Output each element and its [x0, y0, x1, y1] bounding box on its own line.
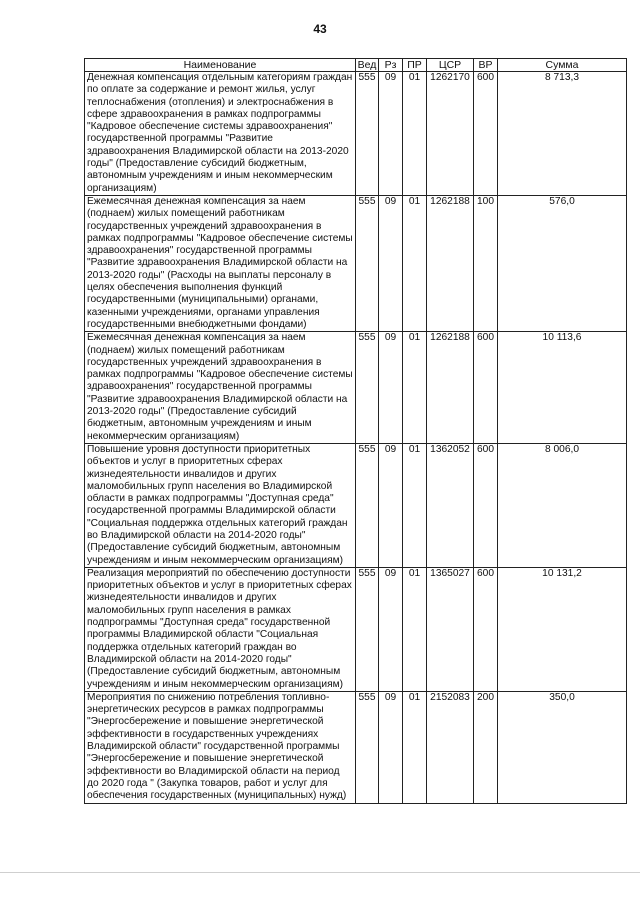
- header-sum: Сумма: [498, 59, 627, 72]
- row-ved: 555: [356, 195, 379, 331]
- row-sum: 10 131,2: [498, 567, 627, 691]
- row-csr: 1262170: [427, 72, 474, 196]
- row-rz: 09: [379, 332, 403, 444]
- row-vr: 600: [474, 72, 498, 196]
- row-rz: 09: [379, 691, 403, 803]
- row-ved: 555: [356, 72, 379, 196]
- row-sum: 10 113,6: [498, 332, 627, 444]
- row-rz: 09: [379, 195, 403, 331]
- row-name: Повышение уровня доступности приоритетных объектов и услуг в приоритетных сферах жизнедеятельности инвалидов и других маломобильных групп населения во Владимирской области в рамках подпрограммы "Доступная среда" государственной программы Владимирской области "Социальная поддержка отдельных категорий граждан во Владимирской области на 2014-2020 годы" (Предоставление субсидий бюджетным, автономным учреждениям и иным некоммерческим организациям): [85, 443, 356, 567]
- table-row: [85, 567, 627, 691]
- row-rz: 09: [379, 567, 403, 691]
- row-name: Денежная компенсация отдельным категориям граждан по оплате за содержание и ремонт жилья, услуг теплоснабжения (отопления) и электроснабжения в сфере здравоохранения в рамках подпрограммы "Кадровое обеспечение системы здравоохранения" государственной программы "Развитие здравоохранения Владимирской области на 2013-2020 годы" (Предоставление субсидий бюджетным, автономным учреждениям и иным некоммерческим организациям): [85, 72, 356, 196]
- row-vr: 600: [474, 332, 498, 444]
- table-row: [85, 195, 627, 331]
- row-ved: 555: [356, 691, 379, 803]
- row-csr: 1262188: [427, 332, 474, 444]
- header-rz: Рз: [379, 59, 403, 72]
- row-csr: 1362052: [427, 443, 474, 567]
- row-vr: 100: [474, 195, 498, 331]
- row-ved: 555: [356, 567, 379, 691]
- budget-table: [84, 58, 627, 804]
- row-sum: 8 713,3: [498, 72, 627, 196]
- row-ved: 555: [356, 332, 379, 444]
- row-sum: 576,0: [498, 195, 627, 331]
- row-vr: 200: [474, 691, 498, 803]
- table-header-row: [85, 59, 627, 72]
- row-rz: 09: [379, 443, 403, 567]
- header-name: Наименование: [85, 59, 356, 72]
- row-csr: 2152083: [427, 691, 474, 803]
- row-sum: 8 006,0: [498, 443, 627, 567]
- row-rz: 09: [379, 72, 403, 196]
- row-ved: 555: [356, 443, 379, 567]
- row-pr: 01: [403, 567, 427, 691]
- row-pr: 01: [403, 691, 427, 803]
- header-csr: ЦСР: [427, 59, 474, 72]
- row-name: Мероприятия по снижению потребления топливно-энергетических ресурсов в рамках подпрограммы "Энергосбережение и повышение энергетической эффективности в государственных учреждениях Владимирской области" государственной программы "Энергосбережение и повышение энергетической эффективности во Владимирской области на период до 2020 года " (Закупка товаров, работ и услуг для обеспечения государственных (муниципальных) нужд): [85, 691, 356, 803]
- row-name: Ежемесячная денежная компенсация за наем (поднаем) жилых помещений работникам государственных учреждений здравоохранения в рамках подпрограммы "Кадровое обеспечение системы здравоохранения" государственной программы "Развитие здравоохранения Владимирской области на 2013-2020 годы" (Предоставление субсидий бюджетным, автономным учреждениям и иным некоммерческим организациям): [85, 332, 356, 444]
- table-row: [85, 443, 627, 567]
- row-name: Ежемесячная денежная компенсация за наем (поднаем) жилых помещений работникам государственных учреждений здравоохранения в рамках подпрограммы "Кадровое обеспечение системы здравоохранения" государственной программы "Развитие здравоохранения Владимирской области на 2013-2020 годы" (Расходы на выплаты персоналу в целях обеспечения выполнения функций государственными (муниципальными) органами, казенными учреждениями, органами управления государственными внебюджетными фондами): [85, 195, 356, 331]
- row-sum: 350,0: [498, 691, 627, 803]
- header-ved: Вед: [356, 59, 379, 72]
- row-vr: 600: [474, 567, 498, 691]
- header-pr: ПР: [403, 59, 427, 72]
- row-csr: 1365027: [427, 567, 474, 691]
- header-vr: ВР: [474, 59, 498, 72]
- row-pr: 01: [403, 195, 427, 331]
- row-pr: 01: [403, 72, 427, 196]
- table-row: [85, 691, 627, 803]
- row-pr: 01: [403, 443, 427, 567]
- scan-artifact-line: [0, 872, 640, 873]
- row-csr: 1262188: [427, 195, 474, 331]
- row-pr: 01: [403, 332, 427, 444]
- row-name: Реализация мероприятий по обеспечению доступности приоритетных объектов и услуг в приоритетных сферах жизнедеятельности инвалидов и других маломобильных групп населения в рамках подпрограммы "Доступная среда" государственной программы Владимирской области "Социальная поддержка отдельных категорий граждан во Владимирской области на 2014-2020 годы" (Предоставление субсидий бюджетным, автономным учреждениям и иным некоммерческим организациям): [85, 567, 356, 691]
- row-vr: 600: [474, 443, 498, 567]
- table-row: [85, 332, 627, 444]
- page-number: 43: [313, 22, 327, 36]
- table-row: [85, 72, 627, 196]
